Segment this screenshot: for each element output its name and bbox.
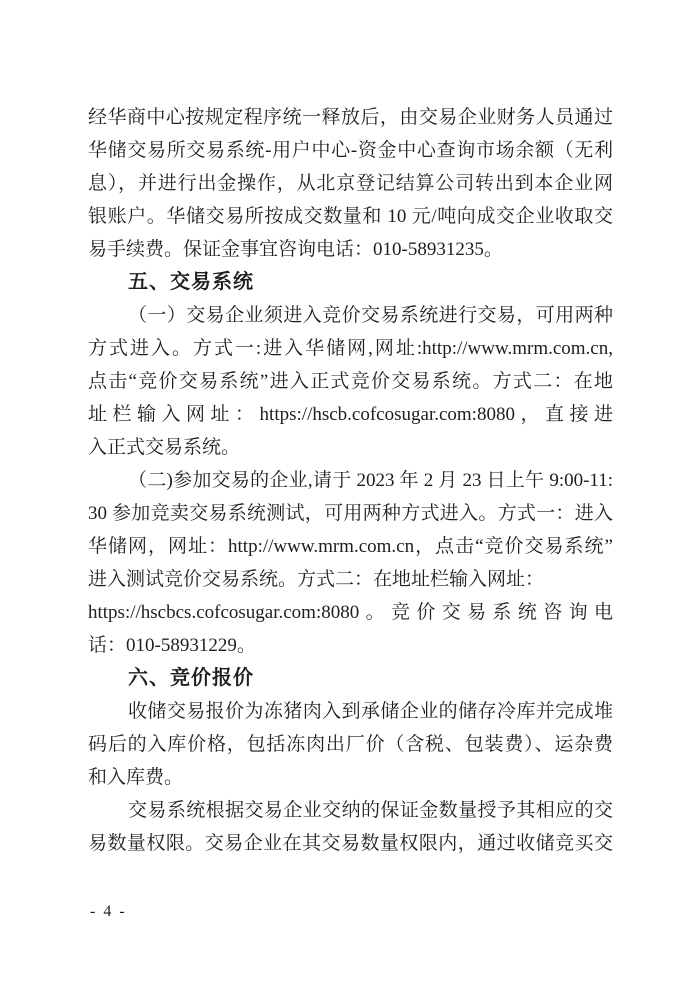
text-line: 华储网，网址：http://www.mrm.com.cn，点击“竞价交易系统” xyxy=(88,536,613,557)
text-line: 30 参加竞卖交易系统测试，可用两种方式进入。方式一：进入 xyxy=(88,503,613,524)
text-line: 易手续费。保证金事宜咨询电话：010-58931235。 xyxy=(88,239,503,260)
text-line: 银账户。华储交易所按成交数量和 10 元/吨向成交企业收取交 xyxy=(88,206,613,227)
text-line: 进入测试竞价交易系统。方式二：在地址栏输入网址： xyxy=(88,569,545,590)
text-line: 址栏输入网址：https://hscb.cofcosugar.com:8080，直接进 xyxy=(88,404,613,425)
text-line: 入正式交易系统。 xyxy=(88,437,241,458)
text-line: 点击“竞价交易系统”进入正式竞价交易系统。方式二：在地 xyxy=(88,371,613,392)
section-heading: 六、竞价报价 xyxy=(128,667,254,689)
text-line: 息），并进行出金操作，从北京登记结算公司转出到本企业网 xyxy=(88,173,613,194)
document-body xyxy=(88,101,613,860)
text-line: 话：010-58931229。 xyxy=(88,635,256,656)
text-line: 方式进入。方式一:进入华储网,网址:http://www.mrm.com.cn, xyxy=(88,338,613,359)
text-line: 易数量权限。交易企业在其交易数量权限内，通过收储竞买交 xyxy=(88,833,613,854)
text-line: https://hscbcs.cofcosugar.com:8080。竞价交易系统咨询电 xyxy=(88,602,613,623)
text-line: 码后的入库价格，包括冻肉出厂价（含税、包装费）、运杂费 xyxy=(88,734,613,755)
section-heading: 五、交易系统 xyxy=(128,271,254,293)
text-line: 华储交易所交易系统-用户中心-资金中心查询市场余额（无利 xyxy=(88,140,613,161)
text-line: 收储交易报价为冻猪肉入到承储企业的储存冷库并完成堆 xyxy=(128,701,613,722)
text-line: 和入库费。 xyxy=(88,767,184,788)
page-number: - 4 - xyxy=(90,903,127,920)
text-line: （二)参加交易的企业,请于 2023 年 2 月 23 日上午 9:00-11: xyxy=(128,470,613,491)
text-line: （一）交易企业须进入竞价交易系统进行交易，可用两种 xyxy=(128,305,613,326)
text-line: 经华商中心按规定程序统一释放后，由交易企业财务人员通过 xyxy=(88,107,613,128)
text-line: 交易系统根据交易企业交纳的保证金数量授予其相应的交 xyxy=(128,800,613,821)
